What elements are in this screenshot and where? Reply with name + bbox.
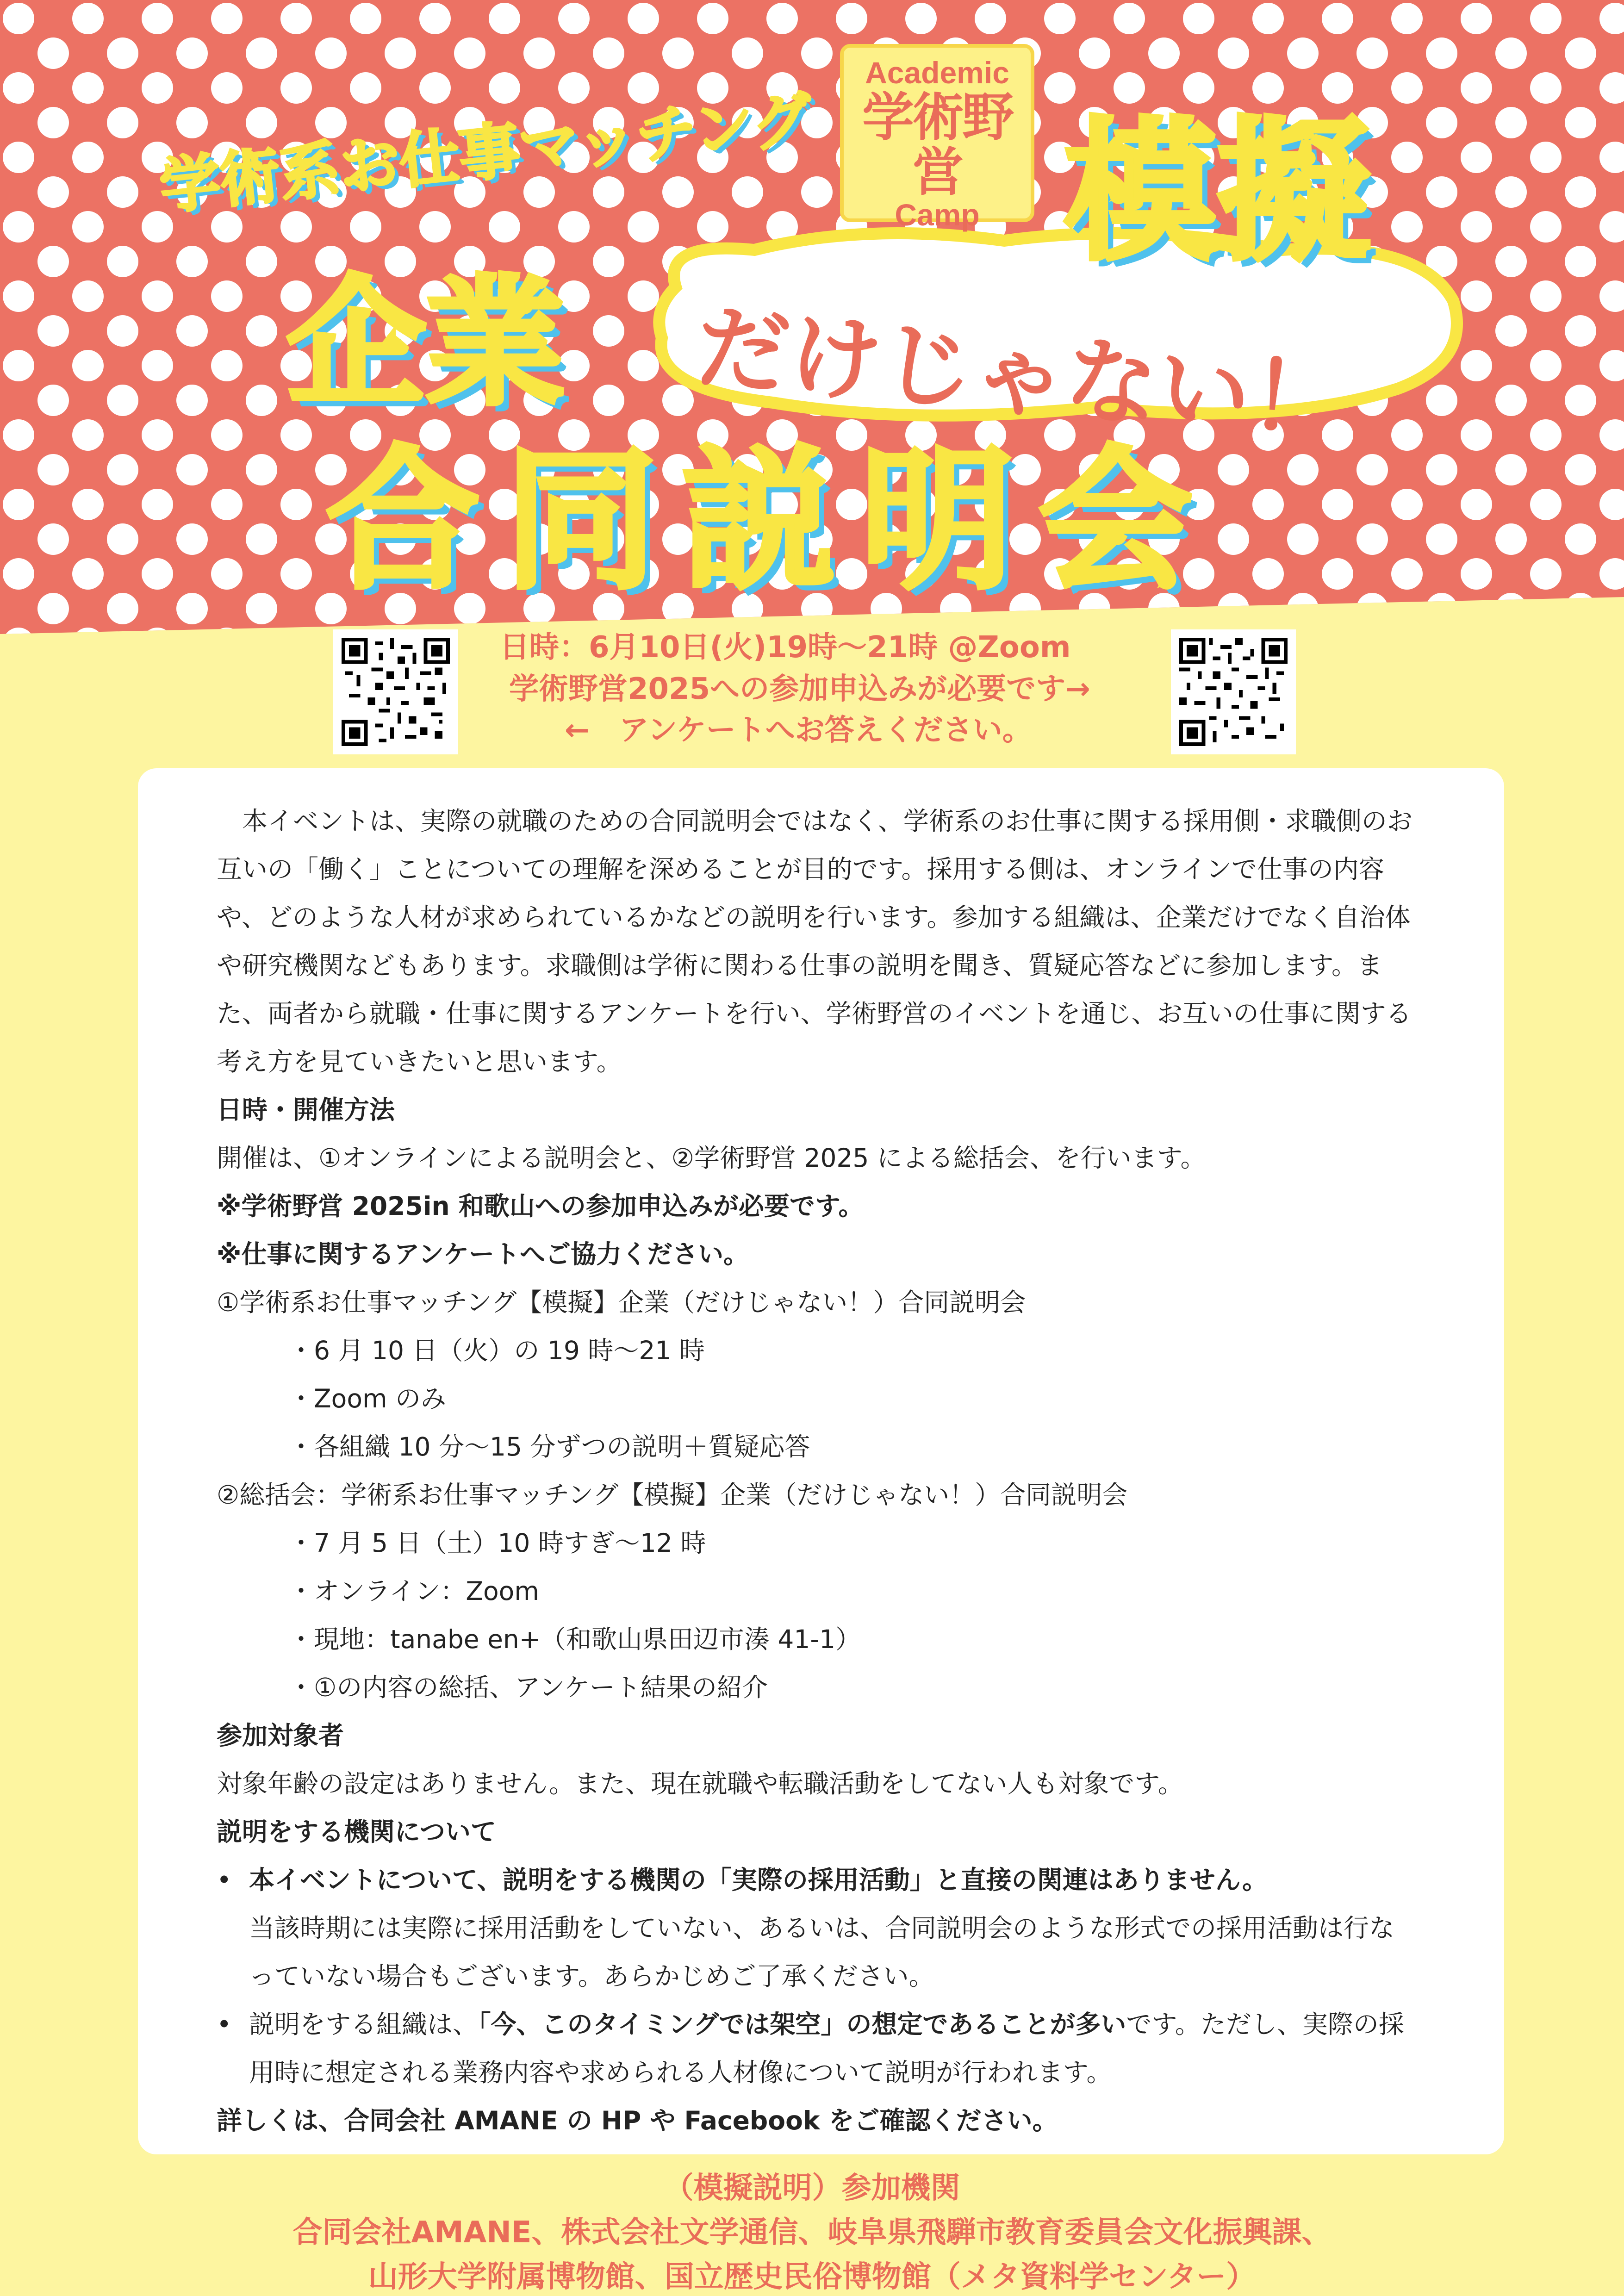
registration-note: 学術野営2025への参加申込みが必要です→ [509, 672, 1090, 706]
participants-line-1: 合同会社AMANE、株式会社文学通信、岐阜県飛騨市教育委員会文化振興課、 [292, 2215, 1332, 2250]
title-subtitle: 学術系お仕事マッチング [156, 83, 816, 223]
datetime-text: 開催は、①オンラインによる説明会と、②学術野営 2025 による総括会、を行います。 [217, 1143, 1206, 1173]
participants-line-2: 山形大学附属博物館、国立歴史民俗博物館（メタ資料学センター） [368, 2260, 1256, 2294]
item-2-title: ②総括会：学術系お仕事マッチング【模擬】企業（だけじゃない！）合同説明会 [217, 1480, 1128, 1510]
bullet-1-bold: • 本イベントについて、説明をする機関の「実際の採用活動」と直接の関連はありません。 [249, 1865, 1268, 1895]
title-godo: 合同説明会 [326, 432, 1217, 610]
note-registration: ※学術野営 2025in 和歌山への参加申込みが必要です。 [217, 1191, 864, 1221]
bullet-1-text: 当該時期には実際に採用活動をしていない、あるいは、合同説明会のような形式での採用活動は行なっていない場合もございます。あらかじめご了承ください。 [249, 1913, 1395, 1991]
logo-line-3: Camp [895, 198, 980, 232]
item-1-date: ・6 月 10 日（火）の 19 時～21 時 [288, 1336, 705, 1365]
target-text: 対象年齢の設定はありません。また、現在就職や転職活動をしてない人も対象です。 [217, 1769, 1183, 1798]
bullet-2-text [249, 2000, 1416, 2097]
intro-paragraph: 本イベントは、実際の就職のための合同説明会ではなく、学術系のお仕事に関する採用側・求職側のお互いの「働く」ことについての理解を深めることが目的です。採用する側は、オンラインで仕事の内容や、どのような人材が求められているかなどの説明を行います。参加する組織は、企業だけでなく自治体や研究機関などもあります。求職側は学術に関わる仕事の説明を聞き、質疑応答などに参加します。また、両者から就職・仕事に関するアンケートを行い、学術野営のイベントを通じ、お互いの仕事に関する考え方を見ていきたいと思います。 [217, 806, 1412, 1076]
heading-organizations: 説明をする機関について [217, 1817, 496, 1847]
bullet-2-post: です。ただし、実際の採用時に想定される業務内容や求められる人材像について説明が行われます。 [249, 2010, 1404, 2087]
title-kigyo: 企業 [287, 262, 565, 424]
note-survey: ※仕事に関するアンケートへご協力ください。 [217, 1239, 749, 1269]
heading-target: 参加対象者 [217, 1721, 344, 1750]
academic-camp-logo [840, 44, 1034, 232]
qr-code-survey[interactable] [1171, 629, 1296, 754]
heading-datetime: 日時・開催方法 [217, 1095, 395, 1125]
item-2-online: ・オンライン：Zoom [288, 1576, 539, 1606]
title-mogi: 模擬 [1064, 103, 1370, 281]
item-2-date: ・7 月 5 日（土）10 時すぎ～12 時 [288, 1528, 706, 1558]
description-card [138, 768, 1504, 2154]
event-info [500, 627, 1148, 752]
bullet-item-1 [217, 1856, 1416, 2000]
qr-code-icon [1179, 638, 1288, 746]
item-1-title: ①学術系お仕事マッチング【模擬】企業（だけじゃない！）合同説明会 [217, 1288, 1026, 1317]
item-2-content: ・①の内容の総括、アンケート結果の紹介 [288, 1673, 768, 1702]
item-2-venue: ・現地：tanabe en+（和歌山県田辺市湊 41-1） [288, 1624, 861, 1654]
logo-line-2: 学術野営 [862, 88, 1012, 201]
qr-code-icon [342, 638, 450, 746]
logo-line-1: Academic [865, 56, 1009, 90]
bullet-2-bold: 「今、このタイミングでは架空」の想定であることが多い [478, 2010, 1126, 2039]
bullet-item-2 [217, 2000, 1416, 2097]
item-1-venue: ・Zoom のみ [288, 1384, 447, 1413]
participants-heading: （模擬説明）参加機関 [664, 2171, 960, 2205]
bubble-text: だけじゃない！ [692, 293, 1347, 457]
qr-code-registration[interactable] [333, 629, 458, 754]
closing-text: 詳しくは、合同会社 AMANE の HP や Facebook をご確認ください。 [217, 2106, 1058, 2135]
survey-note: ← アンケートへお答えください。 [565, 713, 1032, 748]
bullet-2-pre: 説明をする組織は、 [249, 2010, 479, 2039]
event-date: 日時：6月10日(火)19時～21時 @Zoom [500, 630, 1071, 665]
item-1-format: ・各組織 10 分～15 分ずつの説明＋質疑応答 [288, 1432, 810, 1462]
participants-section [0, 2166, 1624, 2296]
